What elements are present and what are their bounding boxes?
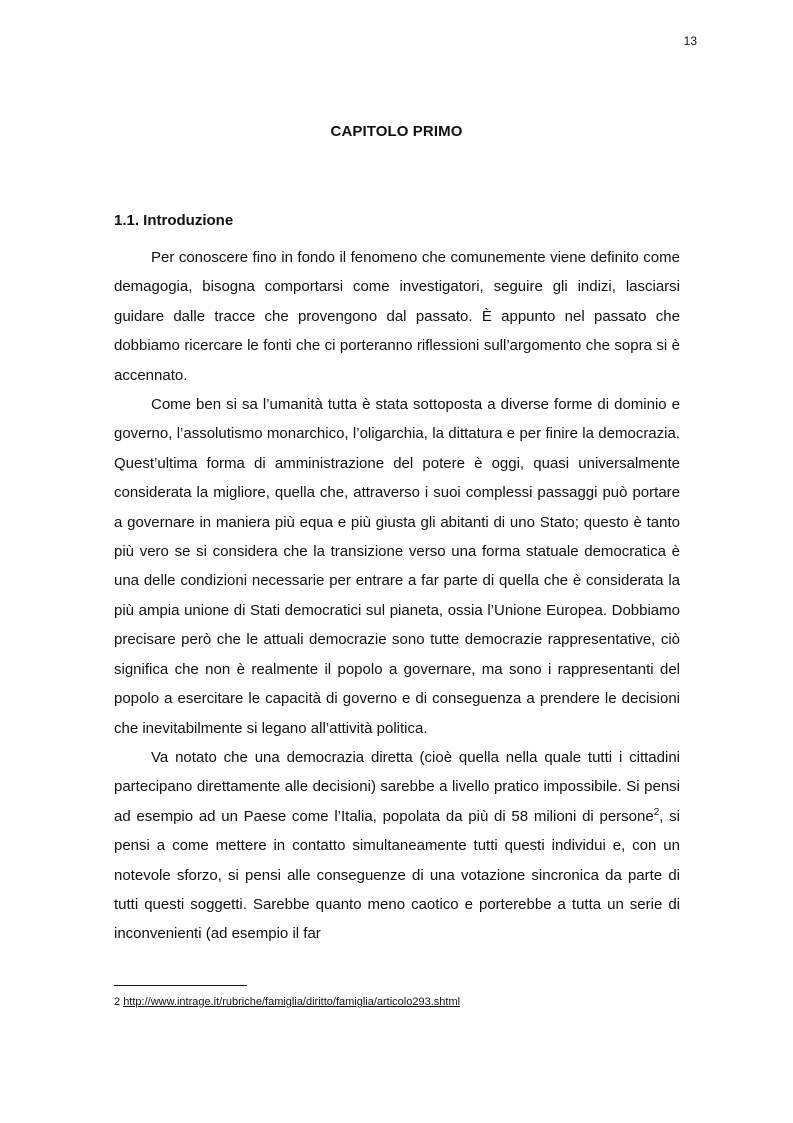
chapter-title: CAPITOLO PRIMO bbox=[330, 123, 463, 140]
paragraph-3-text-before: Va notato che una democrazia diretta (cioè quella nella quale tutti i cittadini partecipano direttamente alle decisioni) sarebbe a livello pratico impossibile. Si pensi ad esempio ad un Paese come l’Italia, popolata da più di 58 milioni di persone bbox=[114, 748, 680, 825]
paragraph-1: Per conoscere fino in fondo il fenomeno che comunemente viene definito come demagogia, bisogna comportarsi come investigatori, seguire gli indizi, lasciarsi guidare dalle tracce che provengono dal passato. È appunto nel passato che dobbiamo ricercare le fonti che ci porteranno riflessioni sull’argomento che sopra si è accennato. bbox=[114, 249, 680, 384]
footnote-number: 2 bbox=[114, 996, 121, 1008]
paragraph-2: Come ben si sa l’umanità tutta è stata sottoposta a diverse forme di dominio e governo, l’assolutismo monarchico, l’oligarchia, la dittatura e per finire la democrazia. Quest’ultima forma di amministrazione del potere è oggi, quasi universalmente considerata la migliore, quella che, attraverso i suoi complessi passaggi può portare a governare in maniera più equa e più giusta gli abitanti di uno Stato; questo è tanto più vero se si considera che la transizione verso una forma statuale democratica è una delle condizioni necessarie per entrare a far parte di quella che è considerata la più ampia unione di Stati democratici sul pianeta, ossia l’Unione Europea. Dobbiamo precisare però che le attuali democrazie sono tutte democrazie rappresentative, ciò significa che non è realmente il popolo a governare, ma sono i rappresentanti del popolo a esercitare le capacità di governo e di conseguenza a prendere le decisioni che inevitabilmente si legano all’attività politica. bbox=[114, 396, 680, 737]
footnote-reference[interactable]: 2 bbox=[653, 806, 660, 818]
body-text bbox=[114, 243, 680, 949]
footnote-separator bbox=[114, 985, 247, 986]
section-heading: 1.1. Introduzione bbox=[114, 212, 234, 229]
paragraph-3 bbox=[114, 743, 680, 949]
footnote-link[interactable]: http://www.intrage.it/rubriche/famiglia/diritto/famiglia/articolo293.shtml bbox=[123, 996, 461, 1008]
paragraph-3-text-after: , si pensi a come mettere in contatto simultaneamente tutti questi individui e, con un notevole sforzo, si pensi alle conseguenze di una votazione sincronica da parte di tutti questi soggetti. Sarebbe quanto meno caotico e porterebbe a tutta un serie di inconvenienti (ad esempio il far bbox=[114, 807, 680, 943]
page-number: 13 bbox=[683, 34, 697, 48]
footnote bbox=[114, 996, 460, 1008]
